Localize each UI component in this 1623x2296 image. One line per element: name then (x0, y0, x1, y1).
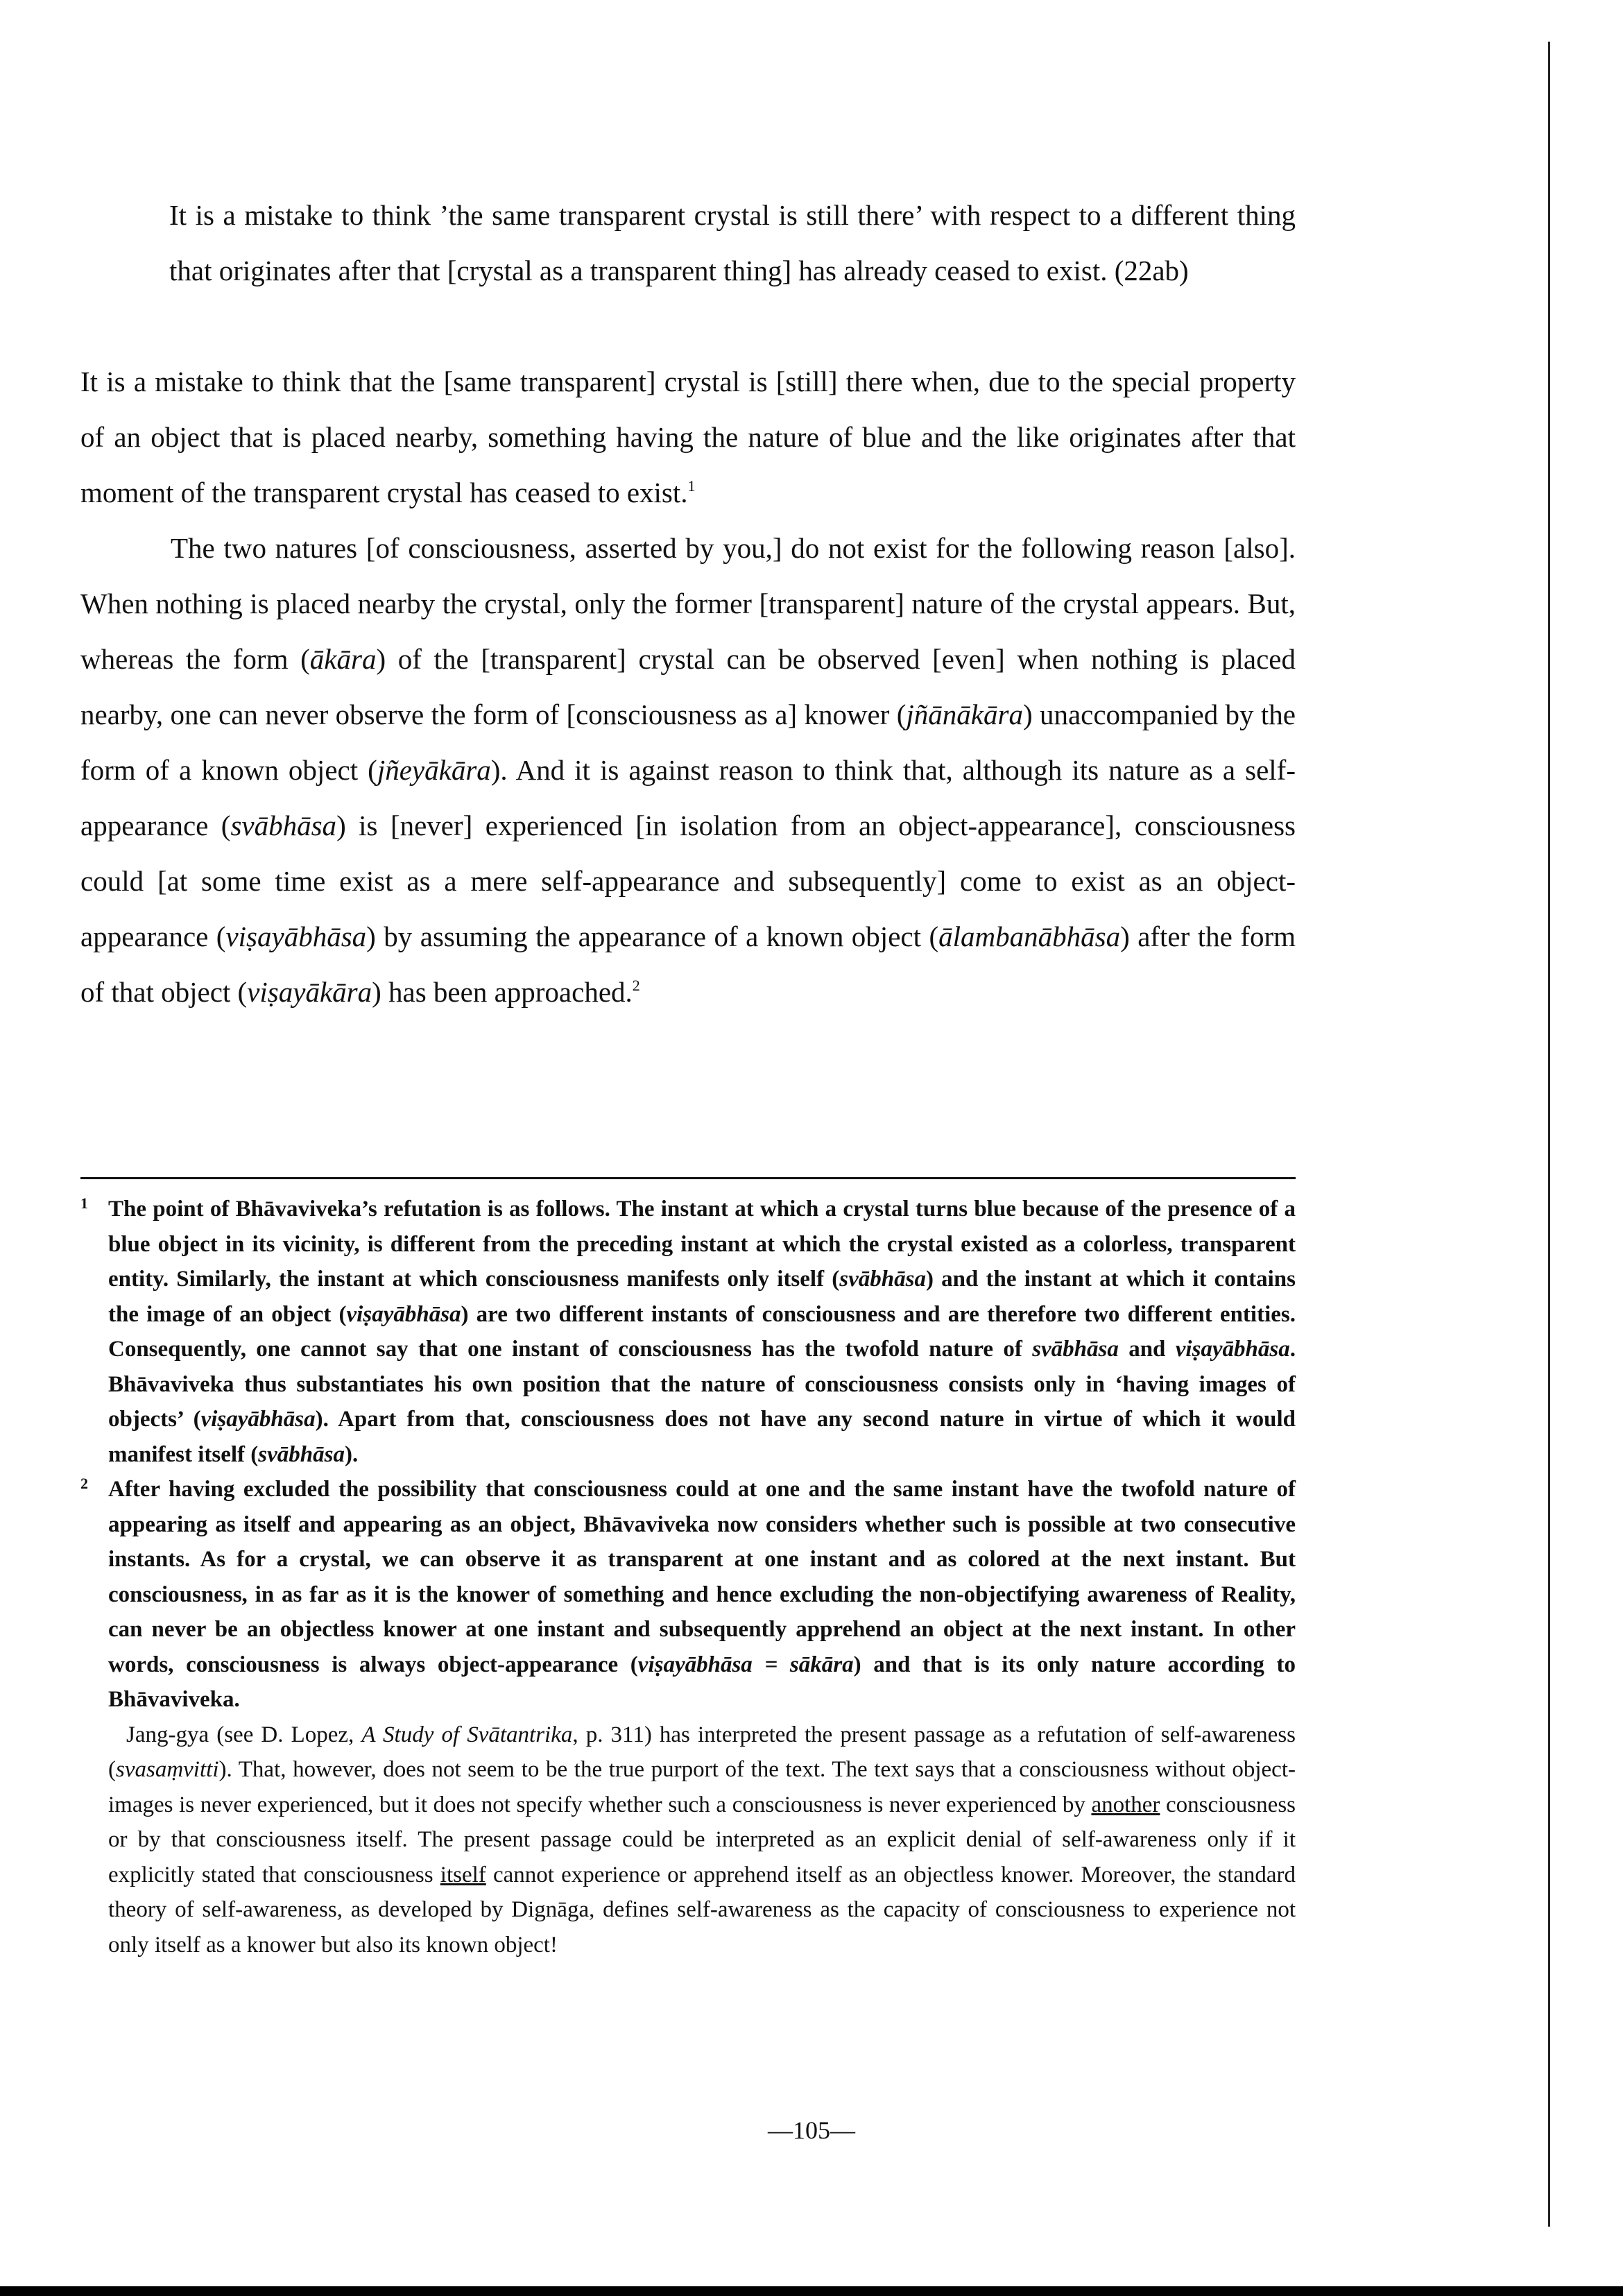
footnotes (80, 1192, 1296, 1962)
fn2c-segment: cannot experience or apprehend itself as an objectless knower. Moreover, the standard theory of self-awareness, as developed by Dignāga, defines self-awareness as the capacity of consciousness to experience not only itself as a knower but also its known object! (108, 1862, 1296, 1957)
paragraph-1-text: It is a mistake to think that the [same transparent] crystal is [still] there when, due to the special property of an object that is placed nearby, something having the nature of blue and the like originates after that moment of the transparent crystal has ceased to exist. (80, 366, 1296, 508)
sanskrit-term: svābhāsa (258, 1441, 345, 1467)
footnote-1 (80, 1192, 1296, 1472)
paragraph-1 (80, 354, 1296, 520)
block-quote (169, 187, 1296, 298)
scan-bottom-edge (0, 2286, 1623, 2296)
p2-segment: ) of the [transparent] crystal can be observed [even] when nothing is placed nearby, one can never observe the form of [consciousness as a] knower ( (80, 643, 1296, 730)
p2-segment: ) by assuming the appearance of a known object ( (366, 920, 939, 952)
sanskrit-term: viṣayābhāsa (200, 1407, 316, 1432)
sanskrit-term: viṣayābhāsa (225, 920, 367, 952)
footnote-1-number: 1 (80, 1194, 88, 1212)
sanskrit-term: viṣayābhāsa (1175, 1337, 1290, 1362)
fn2-segment: After having excluded the possibility that consciousness could at one and the same instant have the twofold nature of appearing as itself and appearing as an object, Bhāvaviveka now considers whether such is possible at two consecutive instants. As for a crystal, we can observe it as transparent at one instant and as colored at the next instant. But consciousness, in as far as it is the knower of something and hence excluding the non-objectifying awareness of Reality, can never be an objectless knower at one instant and subsequently apprehend an object at the next instant. In other words, consciousness is always object-appearance ( (108, 1477, 1296, 1677)
fn2c-segment: , p. 311) has interpreted the present passage as a refutation of self-awareness ( (108, 1722, 1296, 1782)
fn2-segment: ) and that is its only nature according to Bhāvaviveka. (108, 1652, 1296, 1712)
fn2c-segment: consciousness or by that consciousness itself. The present passage could be interpreted as an explicit denial of self-awareness only if it explicitly stated that consciousness (108, 1792, 1296, 1887)
underlined-word: another (1091, 1792, 1160, 1817)
footnote-divider (80, 1177, 1296, 1179)
book-title: A Study of Svātantrika (361, 1722, 573, 1747)
footnote-2-continuation (80, 1717, 1296, 1963)
p2-segment: The two natures [of consciousness, asserted by you,] do not exist for the following reason [also]. When nothing is placed nearby the crystal, only the former [transparent] nature of the crystal appears. But, whereas the form ( (80, 532, 1296, 675)
sanskrit-term: viṣayākāra (247, 976, 372, 1008)
fn1-segment: The point of Bhāvaviveka’s refutation is as follows. The instant at which a crystal turns blue because of the presence of a blue object in its vicinity, is different from the preceding instant at which the crystal existed as a colorless, transparent entity. Similarly, the instant at which consciousness manifests only itself ( (108, 1197, 1296, 1292)
sanskrit-term: viṣayābhāsa = sākāra (637, 1652, 854, 1677)
sanskrit-term: viṣayābhāsa (346, 1301, 461, 1327)
paragraph-2 (80, 520, 1296, 1020)
scan-right-edge-line (1548, 42, 1550, 2227)
sanskrit-term: svābhāsa (839, 1267, 926, 1292)
p2-segment: ) is [never] experienced [in isolation from an object-appearance], consciousness could [at some time exist as a mere self-appearance and subsequently] come to exist as an object-appearance ( (80, 809, 1296, 952)
footnote-2 (80, 1472, 1296, 1717)
sanskrit-term: ālambanābhāsa (938, 920, 1121, 952)
underlined-word: itself (440, 1862, 486, 1887)
footnote-ref-1: 1 (687, 477, 696, 495)
fn2c-segment: ). That, however, does not seem to be the true purport of the text. The text says that a consciousness without object-images is never experienced, but it does not specify whether such a consciousness is never experienced by (108, 1757, 1296, 1817)
sanskrit-term: ākāra (309, 643, 377, 675)
footnote-ref-2: 2 (632, 977, 640, 994)
fn1-segment: ) and the instant at which it contains the image of an object ( (108, 1267, 1296, 1327)
sanskrit-term: jñānākāra (906, 699, 1023, 730)
fn2c-segment: Jang-gya (see D. Lopez, (126, 1722, 362, 1747)
p2-segment: ) has been approached. (372, 976, 633, 1008)
sanskrit-term: svābhāsa (230, 809, 337, 841)
page-number: —105— (768, 2116, 855, 2144)
fn1-segment: . Bhāvaviveka thus substantiates his own position that the nature of consciousness consists only in ‘having images of objects’ ( (108, 1337, 1296, 1432)
p2-segment: ) after the form of that object ( (80, 920, 1296, 1008)
sanskrit-term: jñeyākāra (377, 754, 491, 786)
fn1-segment: ). Apart from that, consciousness does not have any second nature in virtue of which it would manifest itself ( (108, 1407, 1296, 1467)
sanskrit-term: svasaṃvitti (116, 1757, 219, 1782)
body-text (80, 354, 1296, 1020)
footnote-2-number: 2 (80, 1475, 88, 1492)
sanskrit-term: svābhāsa (1032, 1337, 1119, 1362)
fn1-segment: ). (344, 1441, 359, 1467)
fn1-segment: and (1118, 1337, 1176, 1362)
p2-segment: ) unaccompanied by the form of a known object ( (80, 699, 1296, 786)
fn1-segment: ) are two different instants of consciousness and are therefore two different entities. Consequently, one cannot say that one instant of consciousness has the twofold nature of (108, 1301, 1296, 1362)
p2-segment: ). And it is against reason to think that, although its nature as a self-appearance ( (80, 754, 1296, 841)
quote-text: It is a mistake to think ’the same transparent crystal is still there’ with respect to a different thing that originates after that [crystal as a transparent thing] has already ceased to exist. (22ab) (169, 199, 1296, 286)
